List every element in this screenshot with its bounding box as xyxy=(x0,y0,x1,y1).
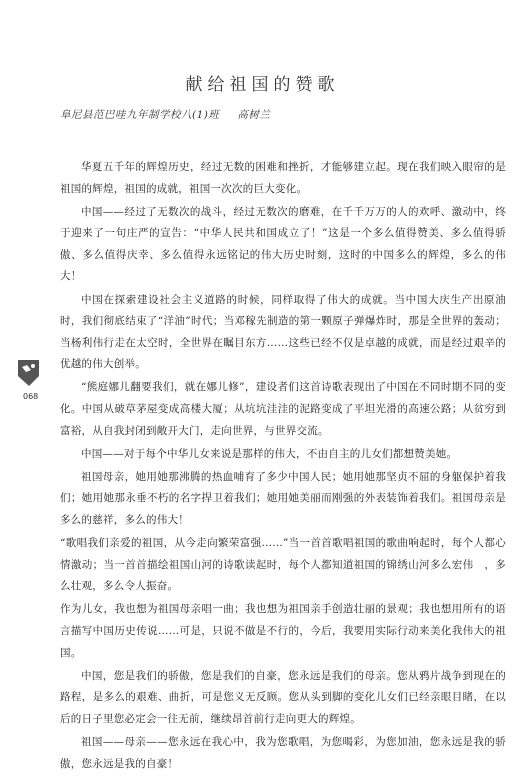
page-number: 068 xyxy=(23,392,39,401)
paragraph: 中国，您是我们的骄傲，您是我们的自豪，您永远是我们的母亲。您从鸦片战争到现在的路程，是多么的艰难、曲折，可是您义无反顾。您从头到脚的变化儿女们已经亲眼目睹，在以后的日子里您必定会一往无前，继续昂首前行走向更大的辉煌。 xyxy=(60,669,506,725)
paragraph: 祖国母亲，她用她那沸腾的热血哺育了多少中国人民；她用她那坚贞不屈的身躯保护着我们；她用她那永垂不朽的名字捍卫着我们；她用她美丽而刚强的外表装饰着我们。祖国母亲是多么的慈祥，多么的伟大！ xyxy=(60,470,506,526)
author-name: 高树兰 xyxy=(237,109,271,121)
paragraph: 华夏五千年的辉煌历史，经过无数的困难和挫折，才能够建立起。现在我们映入眼帘的是祖国的辉煌，祖国的成就，祖国一次次的巨大变化。 xyxy=(60,161,506,195)
paragraph: “熊庭娜儿翻要我们，就在娜儿修”，建设者们这首诗歌表现出了中国在不同时期不同的变化。中国从破草茅屋变成高楼大厦；从坑坑洼洼的泥路变成了平坦光滑的高速公路；从贫穷到富裕，从自我封闭到敞开大门，走向世界，与世界交流。 xyxy=(60,381,506,437)
page-decoration-icon xyxy=(17,358,41,388)
author-school-class: 阜尼县范巴哇九年制学校八(1)班 xyxy=(60,109,220,121)
paragraph: 中国——经过了无数次的战斗，经过无数次的磨难，在千千万万的人的欢呼、激动中，终于迎来了一句庄严的宣告：“中华人民共和国成立了！”这是一个多么值得赞美、多么值得骄傲、多么值得庆幸、多么值得永远铭记的伟大历史时刻，这时的中国多么的辉煌，多么的伟大！ xyxy=(60,205,506,283)
article-title: 献给祖国的赞歌 xyxy=(185,75,340,95)
paragraph: 祖国——母亲——您永远在我心中，我为您歌唱，为您喝彩，为您加油，您永远是我的骄傲，您永远是我的自豪！ xyxy=(60,735,506,770)
paragraph: 作为儿女，我也想为祖国母亲唱一曲；我也想为祖国亲手创造壮丽的景观；我也想用所有的语言描写中国历史传说……可是，只说不做是不行的，今后，我要用实际行动来美化我伟大的祖国。 xyxy=(60,603,506,659)
page-marker xyxy=(17,358,41,414)
paragraph: 中国在探索建设社会主义道路的时候，同样取得了伟大的成就。当中国大庆生产出原油时，我们彻底结束了“洋油”时代；当邓稼先制造的第一颗原子弹爆炸时，那是全世界的轰动；当杨利伟行走在太空时，全世界在瞩目东方……这些已经不仅是卓越的成就，而是经过艰辛的优越的伟大创举。 xyxy=(60,293,506,371)
article-byline xyxy=(60,107,270,122)
paragraph: 中国——对于每个中华儿女来说是那样的伟大，不由自主的儿女们都想赞美她。 xyxy=(81,447,458,460)
article-body xyxy=(60,157,506,777)
paragraph: “歌唱我们亲爱的祖国，从今走向繁荣富强……”当一首首歌唱祖国的歌曲响起时，每个人都心情激动；当一首首描绘祖国山河的诗歌读起时，每个人都知道祖国的锦绣山河多么宏伟 ，多么壮观，多么令人振奋。 xyxy=(60,537,506,593)
